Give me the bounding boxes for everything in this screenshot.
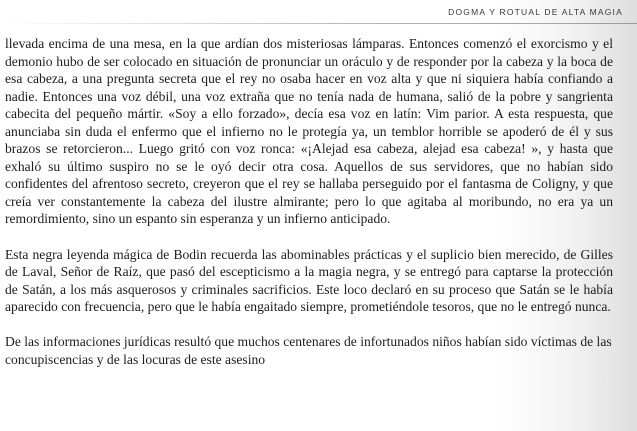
running-header: DOGMA Y ROTUAL DE ALTA MAGIA [448,7,623,17]
paragraph: llevada encima de una mesa, en la que ardían dos misteriosas lámparas. Entonces comenzó el exorcismo y el demonio hubo de ser colocado en situación de pronunciar un oráculo y de responder por la cabeza y la boca de esa cabeza, a una pregunta secreta que el rey no osaba hacer en voz alta y que ni siquiera había confiando a nadie. Entonces una voz débil, una voz extraña que no tenía nada de humana, salió de la pobre y sangrienta cabecita del pequeño mártir. «Soy a ello forzado», decía esa voz en latín: Vim parior. A esta respuesta, que anunciaba sin duda el enfermo que el infierno no le protegía ya, un temblor horrible se apoderó de él y sus brazos se retorcieron... Luego gritó con voz ronca: «¡Alejad esa cabeza, alejad esa cabeza! », y hasta que exhaló su último suspiro no se le oyó decir otra cosa. Aquellos de sus servidores, que no habían sido confidentes del afrentoso secreto, creyeron que el rey se hallaba perseguido por el fantasma de Coligny, y que creía ver constantemente la cabeza del ilustre almirante; pero lo que agitaba al moribundo, no era ya un remordimiento, sino un espanto sin esperanza y un infierno anticipado. [5,36,613,227]
paragraph: Esta negra leyenda mágica de Bodin recuerda las abominables prácticas y el suplicio bien merecido, de Gilles de Laval, Señor de Raíz, que pasó del escepticismo a la magia negra, y se entregó para captarse la protección de Satán, a los más asquerosos y criminales sacrificios. Este loco declaró en su proceso que Satán se le había aparecido con frecuencia, pero que le había engaitado siempre, prometiéndole tesoros, que no le entregó nunca. [5,246,613,315]
body-text [5,35,613,368]
header-rule [0,23,637,24]
paragraph: De las informaciones jurídicas resultó que muchos centenares de infortunados niños habían sido víctimas de las concupiscencias y de las locuras de este asesino [5,334,612,367]
